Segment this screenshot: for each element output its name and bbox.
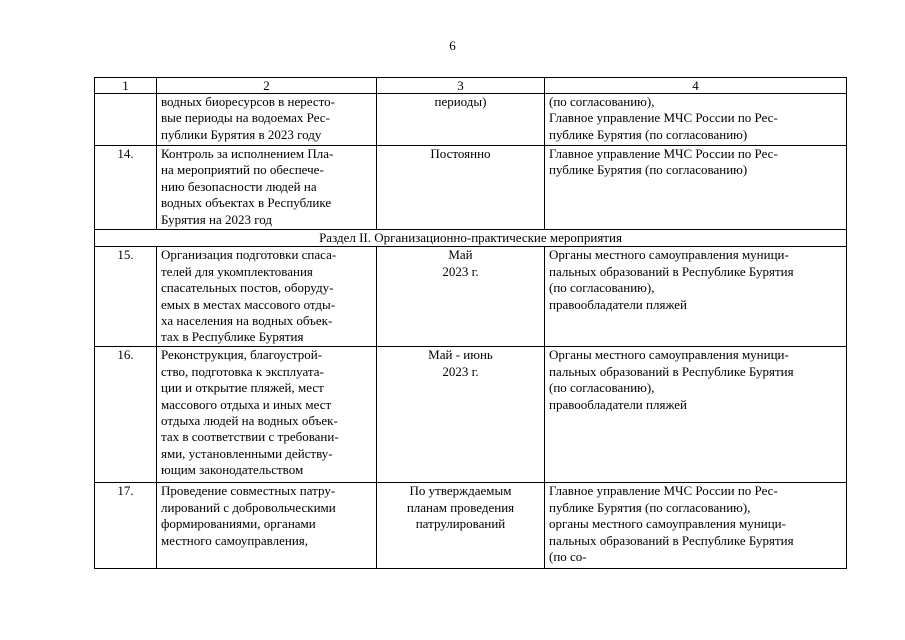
action-text-line: местного самоуправления, <box>161 532 309 548</box>
responsible-text-line: Главное управление МЧС России по Рес- <box>549 110 778 126</box>
row-number: 14. <box>95 146 157 230</box>
column-number-2: 2 <box>157 78 377 94</box>
column-number-1: 1 <box>95 78 157 94</box>
page-number: 6 <box>449 38 456 53</box>
action-text-line: публики Бурятия в 2023 году <box>161 126 322 142</box>
responsible-text-line: Органы местного самоуправления муници- <box>549 347 789 363</box>
action-text-line: ями, установленными действу- <box>161 445 333 461</box>
deadline-cell <box>377 247 545 347</box>
responsible-text-line: (по согласованию), <box>549 94 655 109</box>
section-row <box>95 230 847 247</box>
action-cell <box>157 247 377 347</box>
action-text-line: ство, подготовка к эксплуата- <box>161 363 324 379</box>
action-text-line: спасательных постов, оборуду- <box>161 280 334 296</box>
action-cell <box>157 347 377 483</box>
responsible-text-line: пальных образований в Республике Бурятия <box>549 532 794 548</box>
column-number-4: 4 <box>545 78 847 94</box>
action-text-line: ха населения на водных объек- <box>161 313 333 329</box>
responsible-cell <box>545 146 847 230</box>
action-text-line: емых в местах массового отды- <box>161 296 336 312</box>
action-text-line: Контроль за исполнением Пла- <box>161 146 334 161</box>
deadline-cell <box>377 94 545 146</box>
row-number: 16. <box>95 347 157 483</box>
action-cell <box>157 94 377 146</box>
deadline-cell <box>377 483 545 569</box>
action-text-line: Реконструкция, благоустрой- <box>161 347 323 363</box>
responsible-cell <box>545 247 847 347</box>
responsible-cell <box>545 94 847 146</box>
action-text-line: ции и открытие пляжей, мест <box>161 380 324 396</box>
deadline-text-line: По утверждаемым <box>409 483 512 499</box>
responsible-text-line: Органы местного самоуправления муници- <box>549 247 789 263</box>
table-row <box>95 483 847 569</box>
action-text-line: Организация подготовки спаса- <box>161 247 337 263</box>
action-text-line: Проведение совместных патру- <box>161 483 336 499</box>
action-text-line: телей для укомплектования <box>161 263 313 279</box>
section-title: Раздел II. Организационно-практические мероприятия <box>95 230 847 247</box>
action-text-line: ющим законодательством <box>161 462 304 478</box>
deadline-text-line: патрулирований <box>415 516 506 532</box>
responsible-text-line: публике Бурятия (по согласованию) <box>549 162 748 178</box>
row-number <box>95 94 157 146</box>
responsible-text-line: (по со- <box>549 549 587 565</box>
responsible-text-line: (по согласованию), <box>549 280 655 296</box>
responsible-text-line: правообладатели пляжей <box>549 396 687 412</box>
action-text-line: тах в соответствии с требовани- <box>161 429 339 445</box>
action-text-line: Бурятия на 2023 год <box>161 211 272 227</box>
action-text-line: отдыха людей на водных объек- <box>161 413 338 429</box>
action-cell <box>157 483 377 569</box>
responsible-text-line: публике Бурятия (по согласованию) <box>549 126 748 142</box>
measures-table <box>94 77 847 569</box>
deadline-text-line: планам проведения <box>406 499 515 515</box>
action-text-line: на мероприятий по обеспече- <box>161 162 324 178</box>
action-text-line: водных объектах в Республике <box>161 195 332 211</box>
table-row <box>95 146 847 230</box>
deadline-text-line: 2023 г. <box>442 363 479 379</box>
responsible-text-line: Главное управление МЧС России по Рес- <box>549 146 778 161</box>
responsible-text-line: публике Бурятия (по согласованию), <box>549 499 751 515</box>
responsible-text-line: пальных образований в Республике Бурятия <box>549 263 794 279</box>
action-text-line: водных биоресурсов в нересто- <box>161 94 335 109</box>
responsible-text-line: Главное управление МЧС России по Рес- <box>549 483 778 499</box>
table-row <box>95 347 847 483</box>
action-text-line: тах в Республике Бурятия <box>161 329 304 345</box>
deadline-text-line: Май <box>448 247 473 263</box>
responsible-text-line: пальных образований в Республике Бурятия <box>549 363 794 379</box>
table-row <box>95 247 847 347</box>
action-text-line: нию безопасности людей на <box>161 178 317 194</box>
responsible-text-line: органы местного самоуправления муници- <box>549 516 786 532</box>
row-number: 17. <box>95 483 157 569</box>
deadline-text-line: 2023 г. <box>442 263 479 279</box>
deadline-text-line: Постоянно <box>430 146 491 161</box>
responsible-text-line: (по согласованию), <box>549 380 655 396</box>
action-text-line: лирований с добровольческими <box>161 499 336 515</box>
deadline-cell <box>377 146 545 230</box>
responsible-text-line: правообладатели пляжей <box>549 296 687 312</box>
responsible-cell <box>545 483 847 569</box>
row-number: 15. <box>95 247 157 347</box>
deadline-text-line: периоды) <box>434 94 487 109</box>
action-text-line: вые периоды на водоемах Рес- <box>161 110 330 126</box>
deadline-cell <box>377 347 545 483</box>
action-cell <box>157 146 377 230</box>
action-text-line: формированиями, органами <box>161 516 316 532</box>
deadline-text-line: Май - июнь <box>428 347 493 363</box>
table-row <box>95 94 847 146</box>
action-text-line: массового отдыха и иных мест <box>161 396 332 412</box>
column-number-3: 3 <box>377 78 545 94</box>
table-header-row <box>95 78 847 94</box>
responsible-cell <box>545 347 847 483</box>
